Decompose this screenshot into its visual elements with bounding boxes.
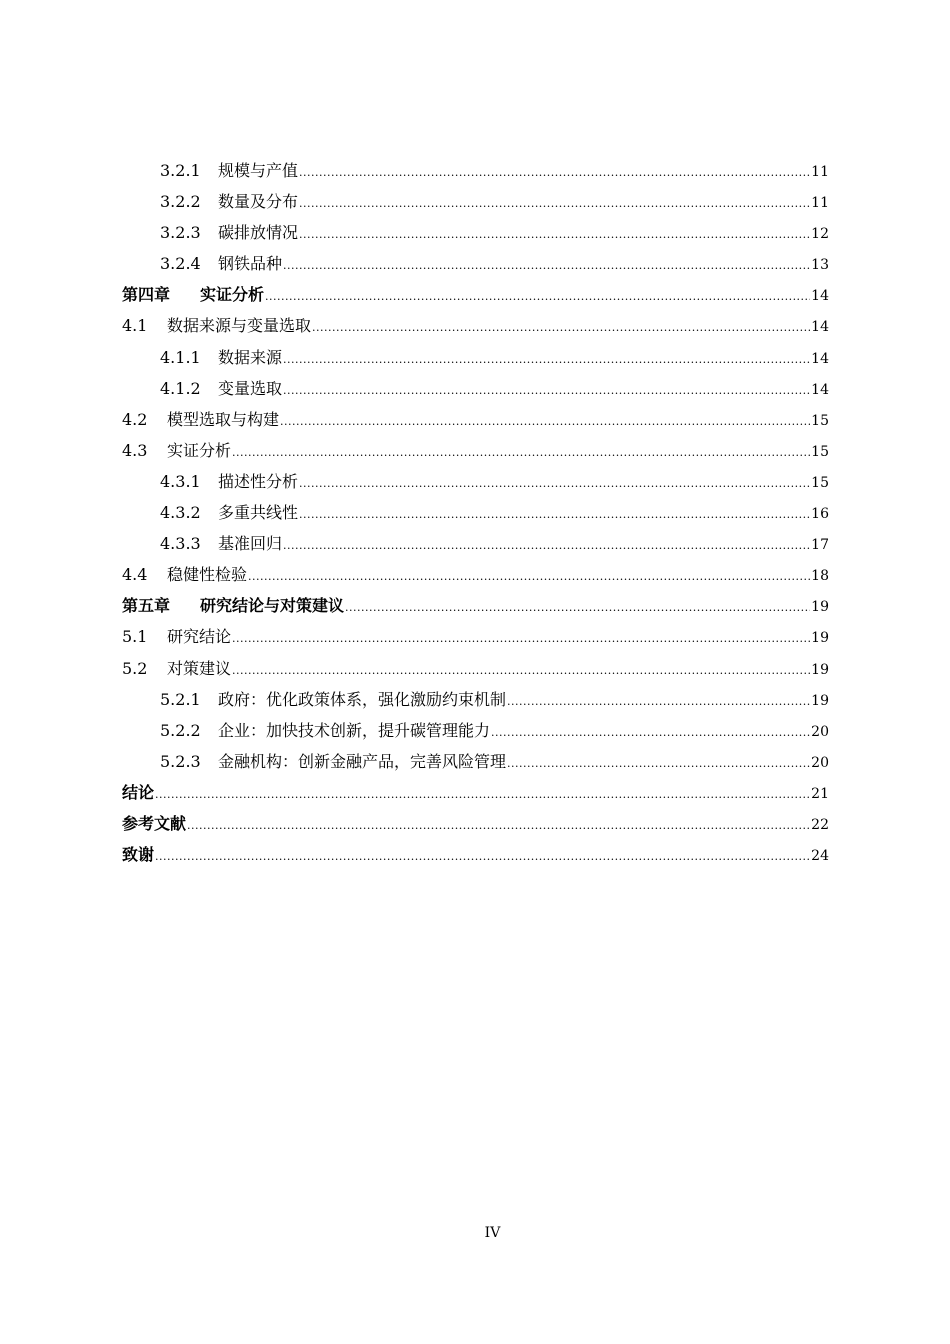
toc-entry-number: 3.2.2 bbox=[160, 192, 201, 212]
toc-entry-title: 对策建议 bbox=[167, 658, 232, 678]
toc-entry-number: 5.2.2 bbox=[160, 720, 201, 740]
toc-dot-leader bbox=[187, 810, 810, 841]
toc-entry-page: 19 bbox=[811, 630, 829, 647]
toc-dot-leader bbox=[232, 623, 810, 654]
toc-dot-leader bbox=[280, 406, 810, 437]
toc-dot-leader bbox=[299, 219, 810, 250]
toc-entry-number: 第四章 bbox=[122, 285, 171, 305]
toc-entry[interactable] bbox=[122, 186, 829, 217]
toc-entry[interactable] bbox=[122, 839, 829, 870]
toc-entry[interactable] bbox=[122, 653, 829, 684]
toc-dot-leader bbox=[265, 281, 810, 312]
toc-dot-leader bbox=[283, 530, 810, 561]
toc-entry-page: 14 bbox=[811, 288, 829, 305]
toc-dot-leader bbox=[345, 592, 810, 623]
toc-entry-page: 14 bbox=[811, 319, 829, 336]
toc-entry-number: 4.3.1 bbox=[160, 471, 201, 491]
toc-entry-title: 变量选取 bbox=[218, 378, 283, 398]
toc-entry-title: 描述性分析 bbox=[218, 471, 299, 491]
toc-dot-leader bbox=[232, 655, 810, 686]
toc-entry[interactable] bbox=[122, 435, 829, 466]
toc-entry-number: 4.2 bbox=[122, 409, 148, 429]
toc-entry-title: 基准回归 bbox=[218, 534, 283, 554]
toc-entry-title: 多重共线性 bbox=[218, 503, 299, 523]
toc-entry-page: 17 bbox=[811, 537, 829, 554]
toc-entry-page: 12 bbox=[811, 226, 829, 243]
toc-dot-leader bbox=[283, 250, 810, 281]
toc-entry-number: 4.3.3 bbox=[160, 534, 201, 554]
toc-list bbox=[122, 155, 829, 870]
toc-entry-number: 5.2.1 bbox=[160, 689, 201, 709]
toc-entry[interactable] bbox=[122, 715, 829, 746]
toc-entry-page: 15 bbox=[811, 443, 829, 460]
toc-entry[interactable] bbox=[122, 373, 829, 404]
toc-dot-leader bbox=[299, 499, 810, 530]
toc-entry[interactable] bbox=[122, 559, 829, 590]
toc-dot-leader bbox=[299, 188, 810, 219]
toc-dot-leader bbox=[312, 312, 810, 343]
toc-entry[interactable] bbox=[122, 808, 829, 839]
toc-entry-title: 稳健性检验 bbox=[167, 565, 248, 585]
toc-entry[interactable] bbox=[122, 279, 829, 310]
toc-dot-leader bbox=[507, 686, 810, 717]
toc-entry[interactable] bbox=[122, 217, 829, 248]
toc-entry[interactable] bbox=[122, 777, 829, 808]
toc-entry-title: 金融机构：创新金融产品，完善风险管理 bbox=[218, 751, 507, 771]
toc-dot-leader bbox=[299, 468, 810, 499]
toc-entry-number: 5.2.3 bbox=[160, 751, 201, 771]
toc-entry-number: 3.2.4 bbox=[160, 254, 201, 274]
toc-entry-title: 参考文献 bbox=[122, 813, 187, 833]
toc-entry-page: 14 bbox=[811, 350, 829, 367]
toc-entry-title: 实证分析 bbox=[167, 440, 232, 460]
toc-dot-leader bbox=[248, 561, 810, 592]
toc-entry-title: 政府：优化政策体系，强化激励约束机制 bbox=[218, 689, 507, 709]
toc-entry[interactable] bbox=[122, 404, 829, 435]
toc-entry-page: 14 bbox=[811, 381, 829, 398]
toc-entry-title: 数量及分布 bbox=[218, 192, 299, 212]
toc-entry-title: 研究结论 bbox=[167, 627, 232, 647]
toc-entry-number: 5.1 bbox=[122, 627, 148, 647]
toc-entry[interactable] bbox=[122, 310, 829, 341]
toc-entry-page: 20 bbox=[811, 754, 829, 771]
toc-entry-page: 13 bbox=[811, 257, 829, 274]
toc-entry-page: 20 bbox=[811, 723, 829, 740]
toc-entry-number: 5.2 bbox=[122, 658, 148, 678]
toc-entry-page: 11 bbox=[811, 195, 829, 212]
toc-entry-page: 15 bbox=[811, 474, 829, 491]
toc-dot-leader bbox=[299, 157, 810, 188]
toc-entry-page: 24 bbox=[811, 848, 829, 865]
toc-entry-number: 4.3.2 bbox=[160, 503, 201, 523]
toc-entry[interactable] bbox=[122, 497, 829, 528]
toc-entry-number: 3.2.3 bbox=[160, 223, 201, 243]
toc-entry-title: 实证分析 bbox=[200, 285, 265, 305]
toc-dot-leader bbox=[491, 717, 810, 748]
toc-dot-leader bbox=[155, 779, 810, 810]
toc-entry-title: 数据来源与变量选取 bbox=[167, 316, 312, 336]
toc-entry-page: 15 bbox=[811, 412, 829, 429]
toc-entry-page: 21 bbox=[811, 785, 829, 802]
toc-entry-page: 19 bbox=[811, 661, 829, 678]
table-of-contents bbox=[122, 155, 829, 870]
toc-dot-leader bbox=[283, 375, 810, 406]
toc-entry[interactable] bbox=[122, 248, 829, 279]
toc-dot-leader bbox=[507, 748, 810, 779]
toc-entry-page: 11 bbox=[811, 164, 829, 180]
toc-entry-number: 4.1 bbox=[122, 316, 148, 336]
toc-entry-title: 研究结论与对策建议 bbox=[200, 596, 345, 616]
toc-entry-number: 4.1.2 bbox=[160, 378, 201, 398]
toc-entry-number: 4.1.1 bbox=[160, 347, 201, 367]
toc-entry[interactable] bbox=[122, 155, 829, 186]
toc-entry-title: 结论 bbox=[122, 782, 155, 802]
toc-entry-title: 规模与产值 bbox=[218, 161, 299, 180]
toc-entry-number: 4.4 bbox=[122, 565, 148, 585]
toc-entry-title: 致谢 bbox=[122, 845, 155, 865]
toc-entry[interactable] bbox=[122, 746, 829, 777]
toc-entry-title: 数据来源 bbox=[218, 347, 283, 367]
toc-entry-number: 4.3 bbox=[122, 440, 148, 460]
toc-entry[interactable] bbox=[122, 684, 829, 715]
toc-entry-page: 19 bbox=[811, 599, 829, 616]
toc-entry-number: 第五章 bbox=[122, 596, 171, 616]
toc-entry[interactable] bbox=[122, 590, 829, 621]
toc-entry[interactable] bbox=[122, 621, 829, 652]
toc-entry-title: 模型选取与构建 bbox=[167, 409, 280, 429]
page-number: IV bbox=[484, 1225, 501, 1241]
toc-dot-leader bbox=[232, 437, 810, 468]
toc-entry[interactable] bbox=[122, 342, 829, 373]
toc-entry-number: 3.2.1 bbox=[160, 161, 201, 180]
toc-entry-title: 碳排放情况 bbox=[218, 223, 299, 243]
toc-dot-leader bbox=[155, 841, 810, 872]
toc-entry-page: 18 bbox=[811, 568, 829, 585]
toc-entry-page: 22 bbox=[811, 816, 829, 833]
toc-entry-title: 钢铁品种 bbox=[218, 254, 283, 274]
toc-entry[interactable] bbox=[122, 528, 829, 559]
toc-dot-leader bbox=[283, 344, 810, 375]
toc-entry[interactable] bbox=[122, 466, 829, 497]
toc-entry-page: 16 bbox=[811, 506, 829, 523]
toc-entry-title: 企业：加快技术创新，提升碳管理能力 bbox=[218, 720, 491, 740]
toc-entry-page: 19 bbox=[811, 692, 829, 709]
